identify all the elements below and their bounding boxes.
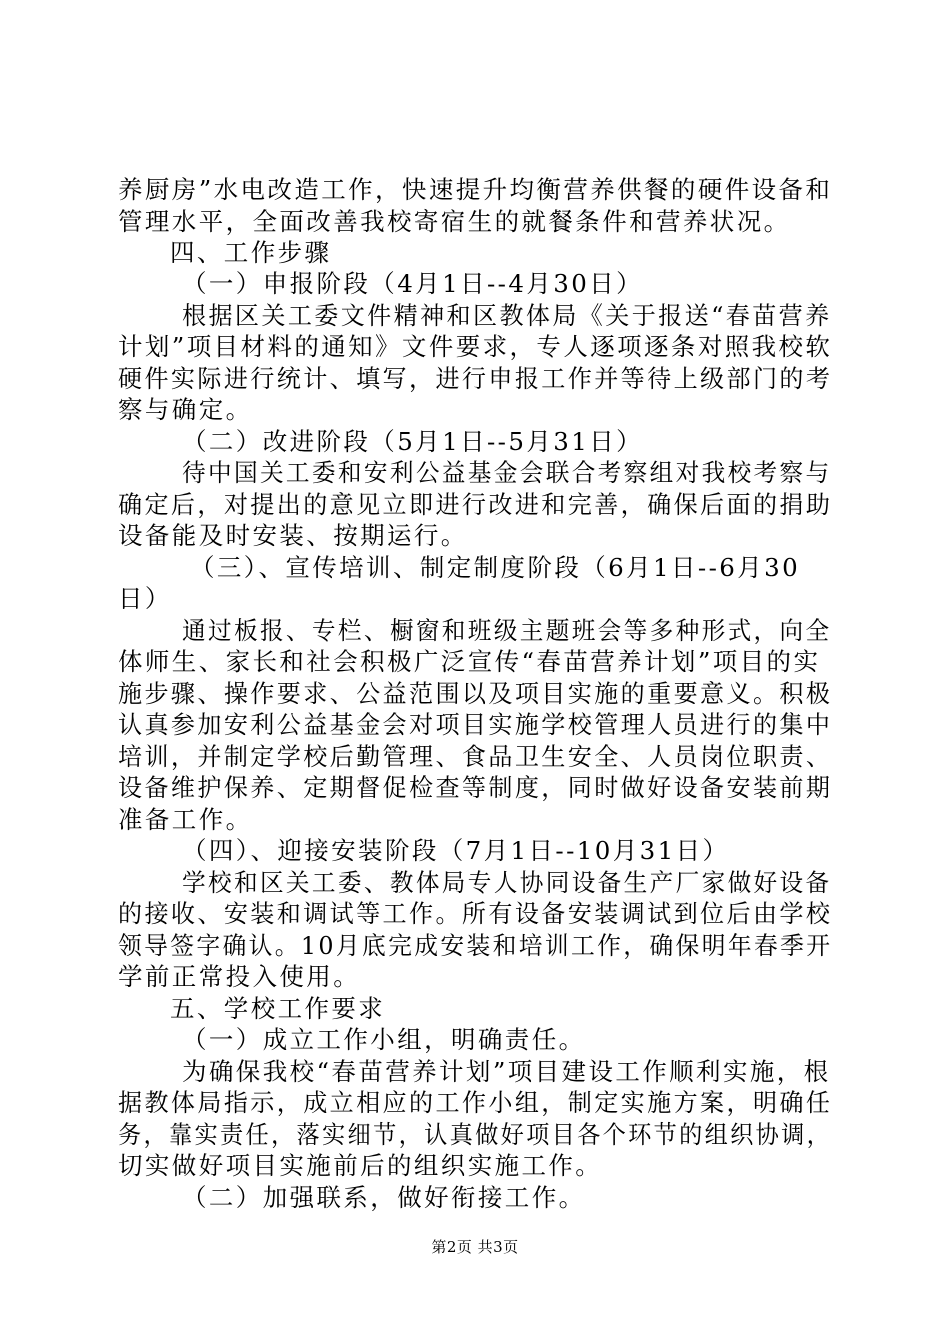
section-heading: 五、学校工作要求: [170, 994, 386, 1023]
text-line: 养厨房”水电改造工作，快速提升均衡营养供餐的硬件设备和: [118, 175, 833, 204]
subsection-heading: （二）改进阶段（5月1日--5月31日）: [182, 427, 643, 456]
text-line: 硬件实际进行统计、填写，进行申报工作并等待上级部门的考: [118, 364, 833, 393]
text-line: 务，靠实责任，落实细节，认真做好项目各个环节的组织协调，: [118, 1120, 833, 1149]
text-line: 切实做好项目实施前后的组织实施工作。: [118, 1151, 603, 1180]
text-line: 的接收、安装和调试等工作。所有设备安装调试到位后由学校: [118, 899, 833, 928]
text-line: 确定后，对提出的意见立即进行改进和完善，确保后面的捐助: [118, 490, 833, 519]
section-heading: 四、工作步骤: [170, 238, 332, 267]
text-line: 培训，并制定学校后勤管理、食品卫生安全、人员岗位职责、: [118, 742, 833, 771]
text-line: 准备工作。: [118, 805, 253, 834]
text-line: 学校和区关工委、教体局专人协同设备生产厂家做好设备: [182, 868, 832, 897]
text-line: 认真参加安利公益基金会对项目实施学校管理人员进行的集中: [118, 710, 833, 739]
text-line: 管理水平，全面改善我校寄宿生的就餐条件和营养状况。: [118, 207, 791, 236]
text-line: 领导签字确认。10月底完成安装和培训工作，确保明年春季开: [118, 931, 833, 960]
subsection-heading: （一）成立工作小组，明确责任。: [182, 1025, 586, 1054]
text-line: 设备能及时安装、按期运行。: [118, 521, 468, 550]
text-line: 设备维护保养、定期督促检查等制度，同时做好设备安装前期: [118, 773, 833, 802]
subsection-heading: （四）、迎接安装阶段（7月1日--10月31日）: [182, 836, 730, 865]
subsection-heading: （三）、宣传培训、制定制度阶段（6月1日--6月30: [190, 553, 801, 582]
text-line: 学前正常投入使用。: [118, 962, 361, 991]
text-line: 据教体局指示，成立相应的工作小组，制定实施方案，明确任: [118, 1088, 833, 1117]
text-line: 施步骤、操作要求、公益范围以及项目实施的重要意义。积极: [118, 679, 833, 708]
page-number-footer: 第2页 共3页: [431, 1238, 519, 1256]
text-line: 察与确定。: [118, 395, 253, 424]
text-line: 待中国关工委和安利公益基金会联合考察组对我校考察与: [182, 458, 832, 487]
text-line: 体师生、家长和社会积极广泛宣传“春苗营养计划”项目的实: [118, 647, 821, 676]
text-line: 为确保我校“春苗营养计划”项目建设工作顺利实施，根: [182, 1057, 831, 1086]
text-line: 计划”项目材料的通知》文件要求，专人逐项逐条对照我校软: [118, 332, 833, 361]
text-line: 根据区关工委文件精神和区教体局《关于报送“春苗营养: [182, 301, 832, 330]
text-line: 日）: [118, 584, 172, 613]
subsection-heading: （二）加强联系，做好衔接工作。: [182, 1183, 586, 1212]
text-line: 通过板报、专栏、橱窗和班级主题班会等多种形式，向全: [182, 616, 832, 645]
subsection-heading: （一）申报阶段（4月1日--4月30日）: [182, 269, 643, 298]
